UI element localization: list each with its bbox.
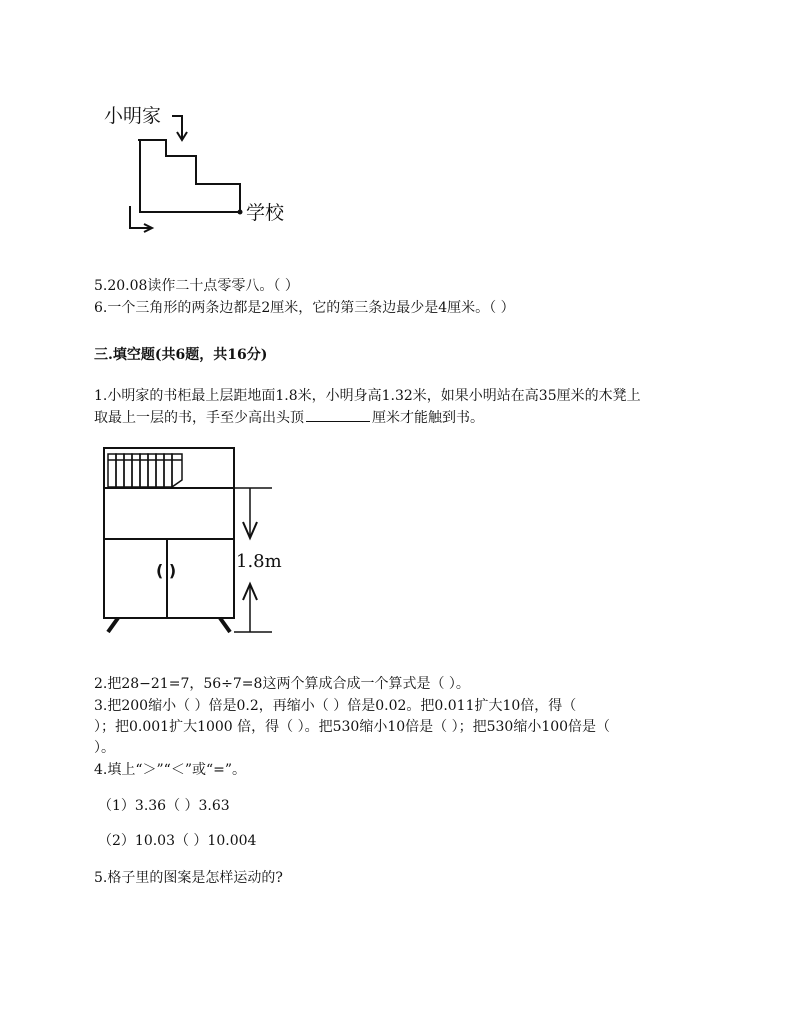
route-path <box>138 140 240 212</box>
home-label: 小明家 <box>104 105 162 127</box>
question-3-line2: ）；把0.001扩大1000 倍，得（ ）。把530缩小10倍是（ ）；把530缩小100倍是（ <box>94 719 611 735</box>
route-map-figure <box>100 98 310 238</box>
answer-blank[interactable] <box>306 407 370 422</box>
bookcase-figure <box>100 444 300 636</box>
cabinet-legs <box>108 618 230 632</box>
question-3-line1: 3.把200缩小（ ）倍是0.2，再缩小（ ）倍是0.02。把0.011扩大10倍，得（ <box>94 698 577 714</box>
question-1-text-before: 取最上一层的书，手至少高出头顶 <box>94 410 304 426</box>
question-1-line1: 1.小明家的书柜最上层距地面1.8米，小明身高1.32米，如果小明站在高35厘米的木凳上 <box>94 388 641 404</box>
school-label: 学校 <box>246 202 285 224</box>
judge-item-5: 5.20.08读作二十点零零八。（ ） <box>94 278 299 294</box>
cabinet-handles: ( ) <box>156 561 177 580</box>
question-4-title: 4.填上“＞”“＜”或“=”。 <box>94 762 247 778</box>
judge-item-6: 6.一个三角形的两条边都是2厘米，它的第三条边最少是4厘米。（ ） <box>94 300 515 316</box>
question-2: 2.把28−21=7，56÷7=8这两个算成合成一个算式是（ ）。 <box>94 676 470 692</box>
question-3-line3: ）。 <box>94 740 115 756</box>
books-icon <box>108 454 182 487</box>
height-label: 1.8m <box>236 551 282 572</box>
question-1-text-after: 厘米才能触到书。 <box>372 410 484 426</box>
question-4-item1: （1）3.36（ ）3.63 <box>98 798 230 814</box>
question-5-title: 5.格子里的图案是怎样运动的? <box>94 870 283 886</box>
question-1-line2 <box>94 407 484 428</box>
section-title: 三.填空题(共6题，共16分) <box>94 347 268 363</box>
start-arrow-icon <box>172 116 182 138</box>
question-4-item2: （2）10.03（ ）10.004 <box>98 833 257 849</box>
